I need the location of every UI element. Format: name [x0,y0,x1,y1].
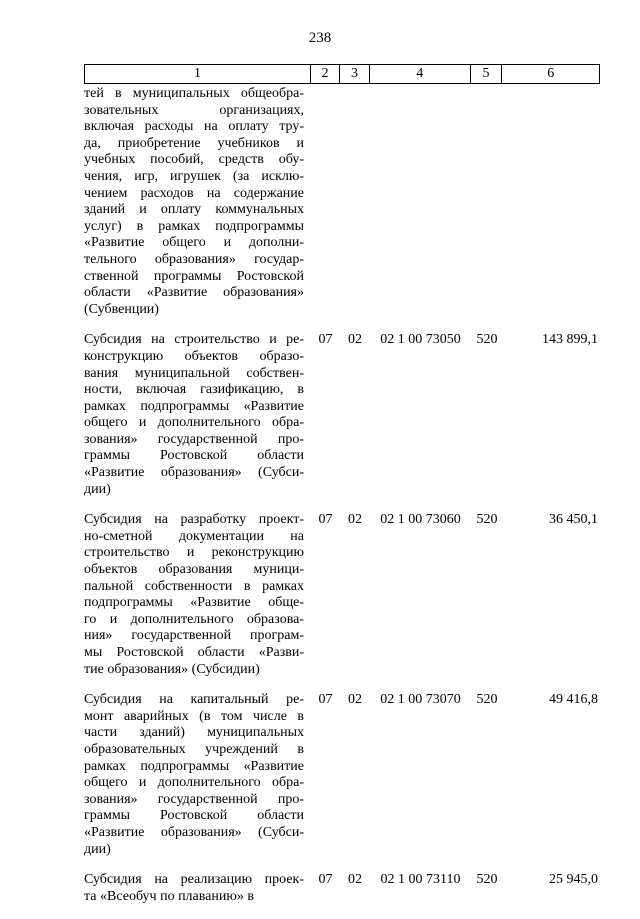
description-line: тельного образования» государ- [84,251,304,267]
description-line: тей в муниципальных общеобра- [84,86,304,101]
description-line: общего и дополнительного обра- [84,415,304,431]
description-line: но-сметной документации на [84,528,304,544]
description-line: пальной собственности в рамках [84,578,304,594]
description-line: объектов образования муници- [84,562,304,578]
description-line: зовательных организациях, [84,102,304,118]
description-line: конструкцию объектов образо- [84,348,304,364]
target-article-code: 02 1 00 73060 [380,512,461,528]
amount: 36 450,1 [549,512,598,528]
target-article-code: 02 1 00 73070 [380,692,461,708]
table-row [84,86,600,318]
row-description [84,332,311,498]
amount: 49 416,8 [549,692,598,708]
description-line: услуг) в рамках подпрограммы [84,218,304,234]
description-line: «Развитие образования» (Субси- [84,824,304,840]
description-line: ности, включая газификацию, в [84,382,304,398]
page-number: 238 [308,30,332,46]
description-line: учебных пособий, средств обу- [84,152,304,168]
subsection-code: 02 [348,512,362,528]
description-line: мы Ростовской области «Разви- [84,645,304,660]
header-col-5: 5 [471,65,503,83]
description-line: монт аварийных (в том числе в [84,708,304,724]
expense-type-code: 520 [476,512,498,528]
description-line: строительство и реконструкцию [84,545,304,561]
amount [503,86,600,318]
description-line: чением расходов на содержание [84,185,304,201]
section-code [311,86,340,318]
description-line: рамках подпрограммы «Развитие [84,758,304,774]
expense-type-code: 520 [476,692,498,708]
table-header [84,64,600,84]
description-line: дии) [84,841,111,857]
table-row [84,332,600,498]
description-line: зданий и оплату коммунальных [84,202,304,218]
description-line: граммы Ростовской области [84,808,304,824]
description-line: рамках подпрограммы «Развитие [84,398,304,414]
subsection-code: 02 [348,692,362,708]
description-line: области «Развитие образования» [84,285,304,301]
header-col-3: 3 [340,65,370,83]
target-article-code: 02 1 00 73050 [380,332,461,348]
subsection-code [340,86,370,318]
section-code: 07 [318,332,333,348]
expense-type-code: 520 [476,332,498,348]
description-line: образовательных учреждений в [84,741,304,757]
description-line: «Развитие образования» (Субси- [84,465,304,481]
target-article-code: 02 1 00 73110 [380,872,461,888]
description-line: та «Всеобуч по плаванию» в [84,888,254,904]
table-row [84,512,600,678]
row-description [84,872,311,905]
description-line: Субсидия на реализацию проек- [84,872,304,888]
table-row [84,692,600,858]
subsection-code: 02 [348,332,362,348]
header-col-4: 4 [370,65,471,83]
description-line: чения, игр, игрушек (за исклю- [84,168,304,184]
description-line: части зданий) муниципальных [84,725,304,741]
expense-type-code [471,86,503,318]
description-line: включая расходы на оплату тру- [84,119,304,135]
expense-type-code: 520 [476,872,498,888]
row-description [84,86,311,318]
description-line: да, приобретение учебников и [84,135,304,151]
amount: 25 945,0 [549,872,598,888]
description-line: дии) [84,481,111,497]
description-line: вания муниципальной собствен- [84,365,304,381]
description-line: «Развитие общего и дополни- [84,235,304,251]
description-line: (Субвенции) [84,301,159,317]
section-code: 07 [318,692,333,708]
description-line: ственной программы Ростовской [84,268,304,284]
table-row [84,872,600,905]
description-line: граммы Ростовской области [84,448,304,464]
section-code: 07 [318,872,333,888]
target-article-code [370,86,471,318]
row-description [84,692,311,858]
header-col-6: 6 [547,66,555,81]
description-line: общего и дополнительного обра- [84,775,304,791]
description-line: тие образования» (Субсидии) [84,661,260,677]
description-line: Субсидия на капитальный ре- [84,692,304,708]
section-code: 07 [318,512,333,528]
header-col-1: 1 [85,65,311,83]
description-line: ния» государственной програм- [84,628,304,644]
description-line: зования» государственной про- [84,431,304,447]
description-line: зования» государственной про- [84,791,304,807]
amount: 143 899,1 [542,332,598,348]
description-line: Субсидия на строительство и ре- [84,332,304,348]
description-line: Субсидия на разработку проект- [84,512,304,528]
description-line: подпрограммы «Развитие обще- [84,595,304,611]
subsection-code: 02 [348,872,362,888]
row-description [84,512,311,678]
header-col-2: 2 [311,65,340,83]
table-body [84,86,600,919]
description-line: го и дополнительного образова- [84,611,304,627]
